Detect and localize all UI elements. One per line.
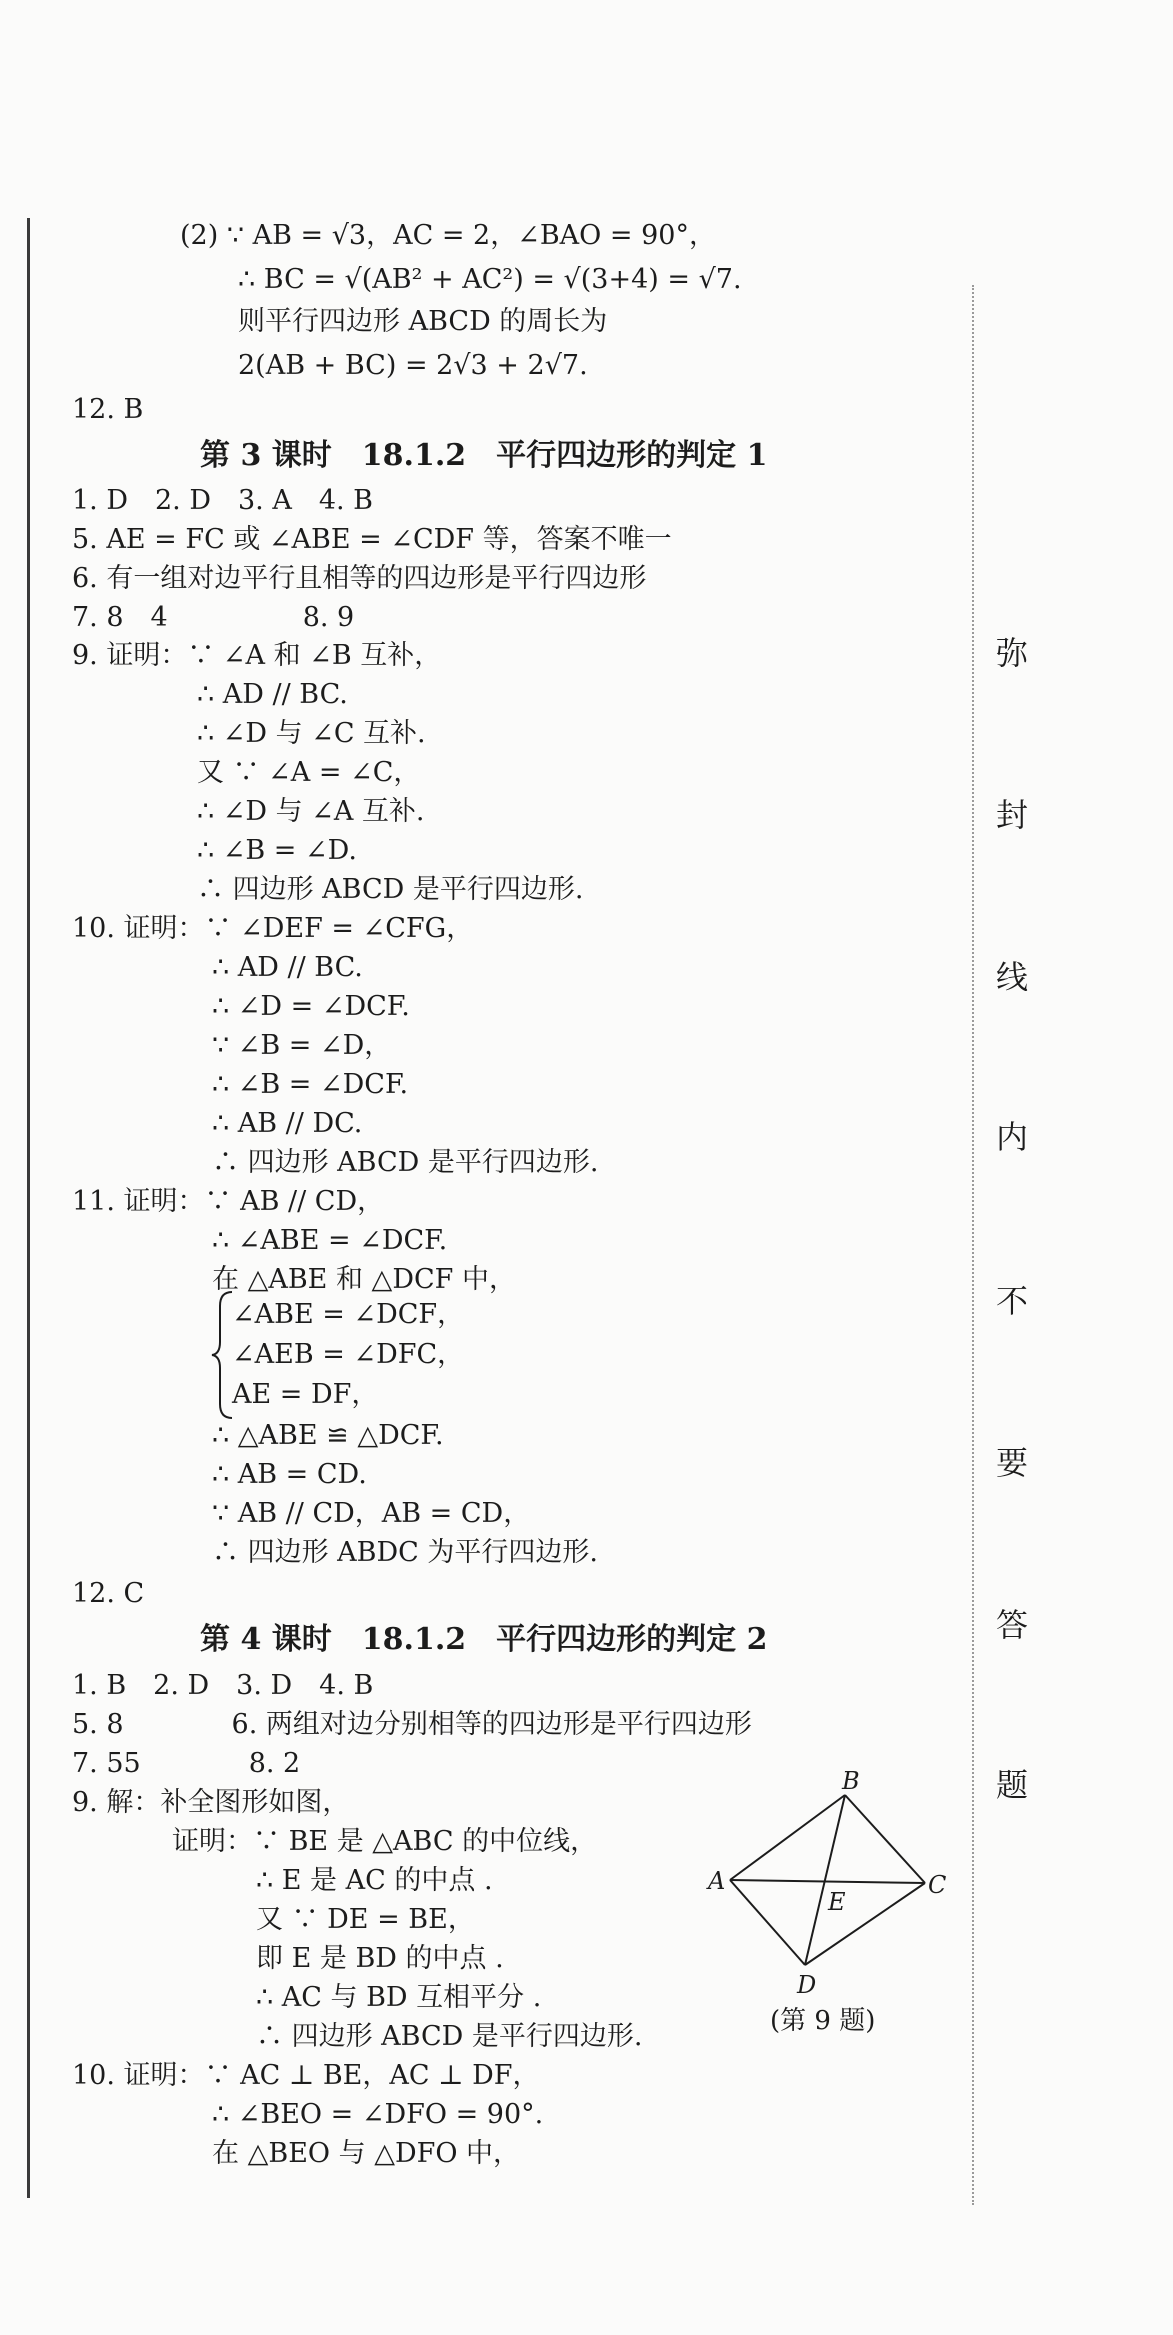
- text-line: ∴ ∠B = ∠D.: [197, 835, 357, 866]
- text-line: 5. 8 6. 两组对边分别相等的四边形是平行四边形: [72, 1709, 752, 1740]
- seal-dotted-line: [972, 285, 974, 2205]
- text-line: ∴ 四边形 ABDC 为平行四边形.: [212, 1537, 598, 1568]
- text-line: ∴ AD // BC.: [212, 952, 363, 983]
- seal-char: 弥: [995, 634, 1028, 672]
- text-line: ∴ ∠BEO = ∠DFO = 90°.: [212, 2099, 544, 2130]
- text-line: ∵ ∠B = ∠D，: [212, 1030, 392, 1061]
- text-line: ∴ ∠ABE = ∠DCF.: [212, 1225, 448, 1256]
- seal-char: 答: [995, 1606, 1028, 1644]
- segment-bc: [845, 1795, 925, 1883]
- segment-da: [730, 1880, 805, 1965]
- diagonal-ac: [730, 1880, 925, 1883]
- text-line: ∴ 四边形 ABCD 是平行四边形.: [212, 1147, 599, 1178]
- text-line: (2) ∵ AB = √3，AC = 2，∠BAO = 90°，: [180, 220, 716, 251]
- seal-char: 内: [995, 1118, 1028, 1156]
- text-line: 1. D 2. D 3. A 4. B: [72, 485, 374, 516]
- text-line: 9. 解：补全图形如图，: [72, 1787, 350, 1818]
- text-line: 在 △ABE 和 △DCF 中，: [212, 1264, 516, 1295]
- text-line: ∴ AB // DC.: [212, 1108, 363, 1139]
- text-line: ∴ BC = √(AB² + AC²) = √(3+4) = √7.: [238, 264, 742, 295]
- text-line: ∴ 四边形 ABCD 是平行四边形.: [197, 874, 584, 905]
- text-line: ∴ AC 与 BD 互相平分 .: [256, 1982, 542, 2013]
- segment-cd: [805, 1883, 925, 1965]
- section-heading: 第 4 课时 18.1.2 平行四边形的判定 2: [200, 1622, 768, 1657]
- text-line: 10. 证明：∵ ∠DEF = ∠CFG，: [72, 913, 474, 944]
- text-line: 又 ∵ ∠A = ∠C，: [197, 757, 421, 788]
- text-line: ∴ AD // BC.: [197, 679, 348, 710]
- parallelogram-figure: [700, 1765, 960, 2025]
- text-line: 即 E 是 BD 的中点 .: [256, 1943, 504, 1974]
- left-margin-rule: [27, 218, 30, 2198]
- section-heading: 第 3 课时 18.1.2 平行四边形的判定 1: [200, 438, 768, 473]
- text-line: ∴ 四边形 ABCD 是平行四边形.: [256, 2021, 643, 2052]
- text-line: 9. 证明：∵ ∠A 和 ∠B 互补，: [72, 640, 442, 671]
- text-line: ∴ ∠D 与 ∠C 互补.: [197, 718, 426, 749]
- vertex-label-a: A: [708, 1867, 726, 1895]
- vertex-label-c: C: [928, 1871, 947, 1899]
- text-line: 7. 55 8. 2: [72, 1748, 301, 1779]
- vertex-label-b: B: [842, 1767, 860, 1795]
- vertex-label-e: E: [828, 1888, 846, 1916]
- text-line: 6. 有一组对边平行且相等的四边形是平行四边形: [72, 563, 647, 594]
- text-line: 5. AE = FC 或 ∠ABE = ∠CDF 等，答案不唯一: [72, 524, 672, 555]
- text-line: 又 ∵ DE = BE，: [256, 1904, 475, 1935]
- seal-char: 封: [995, 796, 1028, 834]
- seal-char: 题: [995, 1766, 1028, 1804]
- vertex-label-d: D: [797, 1971, 817, 1999]
- text-line: 12. B: [72, 394, 144, 425]
- text-line: ∴ AB = CD.: [212, 1459, 367, 1490]
- text-line: 11. 证明：∵ AB // CD，: [72, 1186, 385, 1217]
- text-line: ∴ ∠D = ∠DCF.: [212, 991, 410, 1022]
- seal-char: 不: [995, 1282, 1028, 1320]
- text-line: 10. 证明：∵ AC ⊥ BE，AC ⊥ DF，: [72, 2060, 540, 2091]
- text-line: ∴ ∠B = ∠DCF.: [212, 1069, 409, 1100]
- text-line: 证明：∵ BE 是 △ABC 的中位线，: [172, 1826, 598, 1857]
- text-line: ∴ ∠D 与 ∠A 互补.: [197, 796, 425, 827]
- text-line: 1. B 2. D 3. D 4. B: [72, 1670, 374, 1701]
- text-line: 12. C: [72, 1578, 145, 1609]
- text-line: 2(AB + BC) = 2√3 + 2√7.: [238, 350, 588, 381]
- text-line: ∠ABE = ∠DCF，: [232, 1299, 465, 1330]
- seal-char: 要: [995, 1444, 1028, 1482]
- text-line: ∠AEB = ∠DFC，: [232, 1339, 465, 1370]
- text-line: 则平行四边形 ABCD 的周长为: [238, 306, 608, 337]
- text-line: ∵ AB // CD，AB = CD，: [212, 1498, 531, 1529]
- text-line: 7. 8 4 8. 9: [72, 602, 355, 633]
- text-line: 在 △BEO 与 △DFO 中，: [212, 2138, 521, 2169]
- text-line: ∴ E 是 AC 的中点 .: [256, 1865, 493, 1896]
- seal-char: 线: [995, 958, 1028, 996]
- figure-caption: (第 9 题): [770, 2006, 876, 2036]
- text-line: AE = DF，: [232, 1379, 379, 1410]
- text-line: ∴ △ABE ≌ △DCF.: [212, 1420, 444, 1451]
